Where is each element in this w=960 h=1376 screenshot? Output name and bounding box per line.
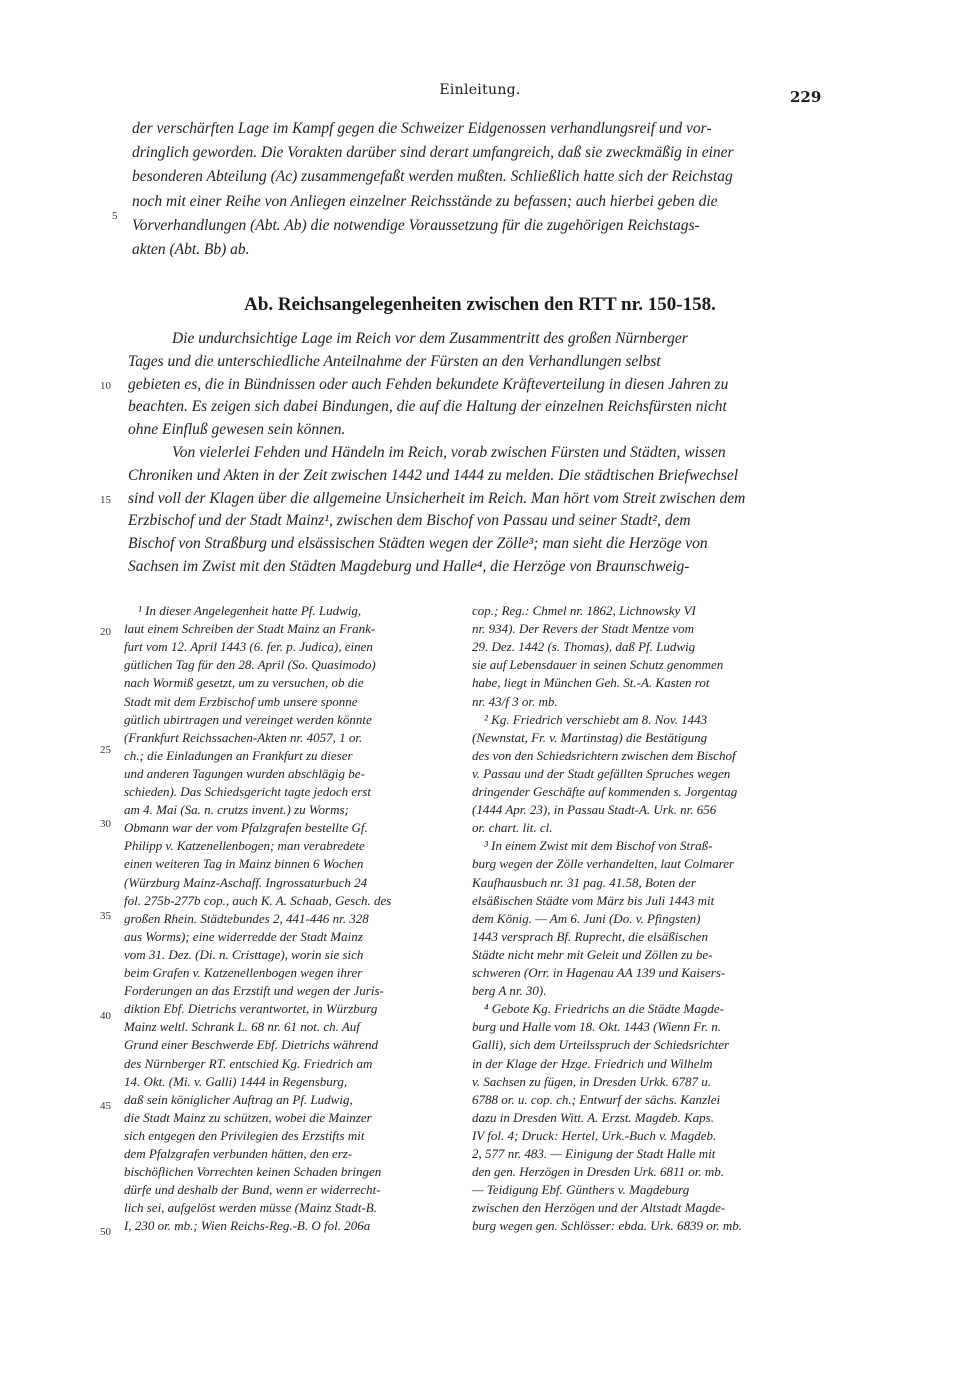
footnote-line: (1444 Apr. 23), in Passau Stadt-A. Urk. nr. 656 bbox=[472, 802, 717, 818]
text-line: Vorverhandlungen (Abt. Ab) die notwendige Voraussetzung für die zugehörigen Reichstags- bbox=[132, 216, 700, 234]
footnote-line: (Newnstat, Fr. v. Martinstag) die Bestätigung bbox=[472, 729, 708, 745]
footnote-line: IV fol. 4; Druck: Hertel, Urk.-Buch v. Magdeb. bbox=[472, 1127, 717, 1143]
text-line: der verschärften Lage im Kampf gegen die Schweizer Eidgenossen verhandlungsreif und vor- bbox=[132, 120, 712, 137]
line-number: 25 bbox=[100, 744, 111, 756]
text-line: Von vielerlei Fehden und Händeln im Reich, vorab zwischen Fürsten und Städten, wissen bbox=[172, 444, 726, 461]
footnote-line: habe, liegt in München Geh. St.-A. Kasten rot bbox=[472, 675, 710, 691]
footnote-line: beim Grafen v. Katzenellenbogen wegen ihrer bbox=[124, 965, 363, 980]
footnote-line: des von den Schiedsrichtern zwischen dem Bischof bbox=[472, 747, 736, 763]
footnote-line: und anderen Tagungen wurden abschlägig be- bbox=[124, 765, 365, 781]
footnote-line: sich entgegen den Privilegien des Erzstifts mit bbox=[124, 1127, 365, 1143]
text-line: besonderen Abteilung (Ac) zusammengefaßt werden mußten. Schließlich hatte sich der Reichstag bbox=[132, 168, 733, 186]
footnote-line: großen Rhein. Städtebundes 2, 441-446 nr. 328 bbox=[124, 910, 369, 926]
footnote-line: berg A nr. 30). bbox=[472, 983, 547, 999]
footnote-line: v. Sachsen zu fügen, in Dresden Urkk. 6787 u. bbox=[472, 1073, 712, 1089]
footnote-line: nr. 43/f 3 or. mb. bbox=[472, 693, 558, 709]
text-line: Bischof von Straßburg und elsässischen Städten wegen der Zölle³; man sieht die Herzöge von bbox=[128, 535, 708, 553]
footnote-line: burg wegen gen. Schlösser: ebda. Urk. 6839 or. mb. bbox=[472, 1218, 742, 1234]
footnote-line: Städte nicht mehr mit Geleit und Zöllen zu be- bbox=[472, 946, 713, 962]
text-line: akten (Abt. Bb) ab. bbox=[132, 241, 250, 258]
line-number: 30 bbox=[100, 818, 111, 830]
footnote-line: v. Passau und der Stadt gefällten Spruches wegen bbox=[472, 765, 731, 781]
footnote-line: dem König. — Am 6. Juni (Do. v. Pfingsten) bbox=[472, 910, 701, 926]
footnote-line: dem Pfalzgrafen verbunden hätten, den erz- bbox=[124, 1146, 353, 1161]
footnote-line: (Frankfurt Reichssachen-Akten nr. 4057, 1 or. bbox=[124, 729, 363, 745]
section-heading: Ab. Reichsangelegenheiten zwischen den RTT nr. 150-158. bbox=[244, 294, 716, 315]
footnote-line: in der Klage der Hzge. Friedrich und Wilhelm bbox=[472, 1055, 713, 1071]
footnote-line: gütlichen Tag für den 28. April (So. Quasimodo) bbox=[124, 657, 376, 673]
footnote-line: or. chart. lit. cl. bbox=[472, 820, 553, 836]
footnote-line: 2, 577 nr. 483. — Einigung der Stadt Halle mit bbox=[472, 1146, 716, 1161]
footnote-line: burg wegen der Zölle verhandelten, laut Colmarer bbox=[472, 856, 735, 872]
footnote-line: bischöflichen Vorrechten keinen Schaden bringen bbox=[124, 1164, 382, 1180]
footnote-line: Obmann war der vom Pfalzgrafen bestellte Gf. bbox=[124, 820, 368, 836]
footnote-line: I, 230 or. mb.; Wien Reichs-Reg.-B. O fol. 206a bbox=[124, 1218, 371, 1234]
footnote-line: ch.; die Einladungen an Frankfurt zu dieser bbox=[124, 747, 353, 763]
footnote-line: sie auf Lebensdauer in seinen Schutz genommen bbox=[472, 657, 724, 673]
footnote-line: — Teidigung Ebf. Günthers v. Magdeburg bbox=[472, 1182, 690, 1198]
footnote-line: daß sein königlicher Auftrag an Pf. Ludwig, bbox=[124, 1091, 353, 1107]
footnote-line: gütlich ubirtragen und vereinget werden könnte bbox=[124, 711, 372, 727]
footnote-line: elsäßischen Städte vom März bis Juli 1443 mit bbox=[472, 892, 715, 908]
footnote-line: 29. Dez. 1442 (s. Thomas), daß Pf. Ludwig bbox=[472, 639, 696, 655]
footnote-line: die Stadt Mainz zu schützen, wobei die Mainzer bbox=[124, 1109, 372, 1125]
footnote-line: schieden). Das Schiedsgericht tagte jedoch erst bbox=[124, 784, 371, 799]
footnote-line: vom 31. Dez. (Di. n. Cristtage), worin sie sich bbox=[124, 946, 364, 962]
line-number: 5 bbox=[112, 210, 118, 222]
line-number: 35 bbox=[100, 910, 111, 922]
text-line: sind voll der Klagen über die allgemeine Unsicherheit im Reich. Man hört vom Streit zwischen dem bbox=[128, 489, 746, 507]
text-line: noch mit einer Reihe von Anliegen einzelner Reichsstände zu befassen; auch hierbei geben die bbox=[132, 192, 718, 210]
footnote-line: des Nürnberger RT. entschied Kg. Friedrich am bbox=[124, 1055, 373, 1071]
text-line: Sachsen im Zwist mit den Städten Magdeburg und Halle⁴, die Herzöge von Braunschweig- bbox=[128, 558, 690, 575]
footnote-line: 14. Okt. (Mi. v. Galli) 1444 in Regensburg, bbox=[124, 1073, 348, 1089]
footnote-line: nach Wormiß gesetzt, um zu versuchen, ob die bbox=[124, 675, 364, 691]
footnote-line: ¹ In dieser Angelegenheit hatte Pf. Ludwig, bbox=[138, 603, 362, 618]
footnote-line: 6788 or. u. cop. ch.; Entwurf der sächs. Kanzlei bbox=[472, 1091, 721, 1107]
footnote-line: cop.; Reg.: Chmel nr. 1862, Lichnowsky VI bbox=[472, 603, 696, 618]
footnote-line: ³ In einem Zwist mit dem Bischof von Straß- bbox=[484, 838, 713, 854]
line-number: 40 bbox=[100, 1010, 111, 1022]
text-line: Erzbischof und der Stadt Mainz¹, zwischen dem Bischof von Passau und seiner Stadt², dem bbox=[128, 512, 691, 530]
footnote-line: am 4. Mai (Sa. n. crutzs invent.) zu Worms; bbox=[124, 802, 349, 818]
footnote-line: Forderungen an das Erzstift und wegen der Juris- bbox=[124, 983, 384, 999]
footnote-line: 1443 versprach Bf. Ruprecht, die elsäßischen bbox=[472, 928, 708, 944]
line-number: 10 bbox=[100, 380, 111, 392]
text-line: Die undurchsichtige Lage im Reich vor dem Zusammentritt des großen Nürnberger bbox=[172, 330, 688, 347]
footnote-line: ² Kg. Friedrich verschiebt am 8. Nov. 1443 bbox=[484, 711, 708, 727]
running-header: Einleitung. bbox=[439, 82, 521, 98]
footnote-line: Mainz weltl. Schrank L. 68 nr. 61 not. ch. Auf bbox=[124, 1019, 360, 1035]
text-line: ohne Einfluß gewesen sein können. bbox=[128, 421, 346, 439]
footnote-line: einen weiteren Tag in Mainz binnen 6 Wochen bbox=[124, 856, 364, 872]
text-line: gebieten es, die in Bündnissen oder auch Fehden bekundete Kräfteverteilung in diesen Jahren zu bbox=[128, 375, 729, 393]
footnote-line: Grund einer Beschwerde Ebf. Dietrichs während bbox=[124, 1037, 378, 1053]
footnote-line: Kaufhausbuch nr. 31 pag. 41.58, Boten der bbox=[472, 874, 696, 890]
footnote-line: lich sei, aufgelöst werden müsse (Mainz Stadt-B. bbox=[124, 1200, 377, 1216]
footnote-line: Galli), sich dem Urteilsspruch der Schiedsrichter bbox=[472, 1037, 730, 1053]
text-line: Tages und die unterschiedliche Anteilnahme der Fürsten an den Verhandlungen selbst bbox=[128, 352, 661, 370]
footnote-line: nr. 934). Der Revers der Stadt Mentze vom bbox=[472, 621, 695, 637]
footnote-line: ⁴ Gebote Kg. Friedrichs an die Städte Magde- bbox=[484, 1001, 724, 1017]
page-number: 229 bbox=[790, 88, 822, 106]
footnote-line: zwischen den Herzögen und der Altstadt Magde- bbox=[472, 1200, 726, 1216]
footnote-line: aus Worms); eine widerredde der Stadt Mainz bbox=[124, 928, 363, 944]
footnote-line: den gen. Herzögen in Dresden Urk. 6811 or. mb. bbox=[472, 1164, 725, 1180]
text-line: beachten. Es zeigen sich dabei Bindungen, die auf die Haltung der einzelnen Reichsfürsten nicht bbox=[128, 398, 727, 416]
footnote-line: furt vom 12. April 1443 (6. fer. p. Judica), einen bbox=[124, 639, 373, 655]
footnote-line: diktion Ebf. Dietrichs verantwortet, in Würzburg bbox=[124, 1001, 378, 1017]
footnote-line: fol. 275b-277b cop., auch K. A. Schaab, Gesch. des bbox=[124, 892, 392, 908]
footnote-line: dringender Geschäfte auf kommenden s. Jorgentag bbox=[472, 784, 738, 799]
footnote-line: dazu in Dresden Witt. A. Erzst. Magdeb. Kaps. bbox=[472, 1109, 714, 1125]
text-line: Chroniken und Akten in der Zeit zwischen 1442 und 1444 zu melden. Die städtischen Briefwechsel bbox=[128, 466, 739, 484]
footnote-line: burg und Halle vom 18. Okt. 1443 (Wienn Fr. n. bbox=[472, 1019, 722, 1035]
footnote-line: Philipp v. Katzenellenbogen; man verabredete bbox=[124, 838, 365, 854]
line-number: 20 bbox=[100, 626, 111, 638]
footnote-line: (Würzburg Mainz-Aschaff. Ingrossaturbuch 24 bbox=[124, 874, 368, 890]
line-number: 45 bbox=[100, 1100, 111, 1112]
footnote-line: Stadt mit dem Erzbischof umb unsere sponne bbox=[124, 693, 358, 709]
footnote-line: laut einem Schreiben der Stadt Mainz an Frank- bbox=[124, 621, 376, 637]
footnote-line: schweren (Orr. in Hagenau AA 139 und Kaisers- bbox=[472, 965, 726, 980]
footnote-line: dürfe und deshalb der Bund, wenn er widerrecht- bbox=[124, 1182, 381, 1198]
text-line: dringlich geworden. Die Vorakten darüber sind derart umfangreich, daß sie zweckmäßig in einer bbox=[132, 144, 734, 162]
line-number: 15 bbox=[100, 494, 111, 506]
line-number: 50 bbox=[100, 1226, 111, 1238]
